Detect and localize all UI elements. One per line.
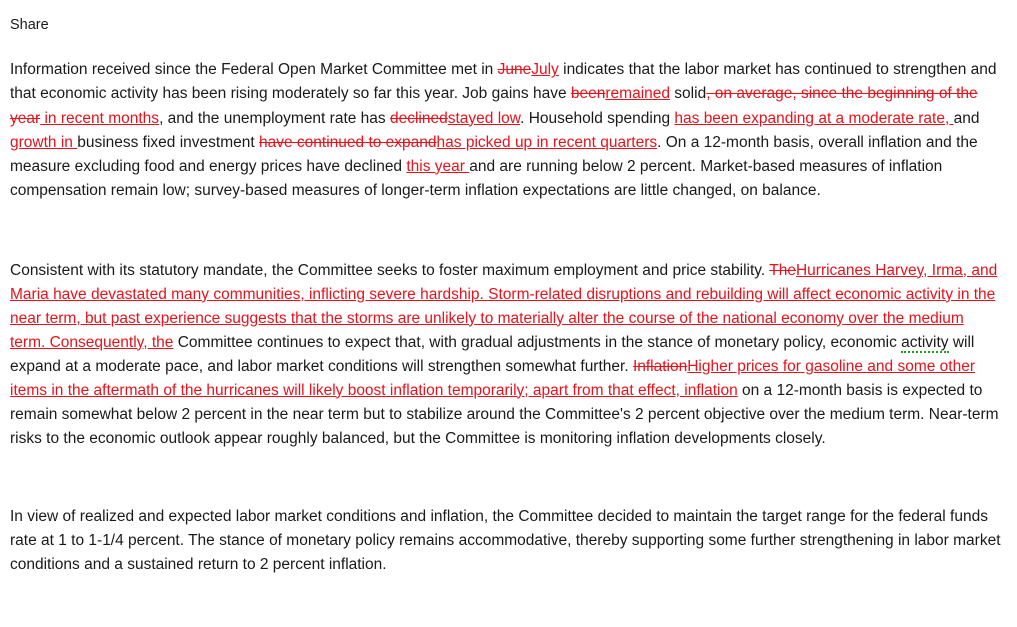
insertion-run: Hurricanes Harvey, Irma, and Maria have devastated many communities, inflicting severe hardship. Storm-related disruptions and rebuilding will affect economic activity in the near term, but past experience suggests that the storms are unlikely to materially alter the course of the national economy over the medium term. Consequently, the bbox=[10, 261, 998, 351]
deletion-run: been bbox=[570, 85, 606, 103]
text-run: . Household spending bbox=[520, 109, 675, 127]
deletion-run: The bbox=[769, 261, 796, 279]
text-run: In view of realized and expected labor market conditions and inflation, the Committee decided to maintain the target range for the federal funds rate at 1 to 1-1/4 percent. The stance of monetary policy remains accommodative, thereby supporting some further strengthening in labor market conditions and a sustained return to 2 percent inflation. bbox=[10, 507, 1001, 573]
text-run: Committee continues to expect that, with gradual adjustments in the stance of monetary policy, economic bbox=[173, 333, 902, 351]
insertion-run: stayed low bbox=[447, 109, 521, 127]
deletion-run: , on average, since the beginning of the year bbox=[10, 85, 978, 127]
insertion-run: July bbox=[531, 61, 559, 79]
insertion-run: growth in bbox=[10, 133, 78, 151]
text-run: Information received since the Federal Open Market Committee met in bbox=[10, 61, 498, 79]
insertion-run: Higher prices for gasoline and some other items in the aftermath of the hurricanes will likely boost inflation temporarily; apart from that effect, inflation bbox=[10, 357, 975, 399]
text-run: solid bbox=[670, 85, 707, 103]
text-run: Consistent with its statutory mandate, the Committee seeks to foster maximum employment and price stability. bbox=[10, 261, 770, 279]
deletion-run: Inflation bbox=[632, 357, 688, 375]
text-run: will expand at a moderate pace, and labor market conditions will strengthen somewhat further. bbox=[10, 333, 975, 375]
deletion-run: June bbox=[497, 61, 532, 79]
text-run: and bbox=[953, 109, 980, 127]
deletion-run: declined bbox=[389, 109, 448, 127]
insertion-run: remained bbox=[605, 85, 670, 103]
insertion-run: has been expanding at a moderate rate, bbox=[674, 109, 954, 127]
spelling-error-run: activity bbox=[901, 333, 949, 351]
paragraph-2 bbox=[10, 259, 1003, 451]
paragraph-spacer-2 bbox=[10, 451, 1003, 505]
text-run: business fixed investment bbox=[77, 133, 259, 151]
text-run: and are running below 2 percent. Market-based measures of inflation compensation remain low; survey-based measures of longer-term inflation expectations are little changed, on balance. bbox=[10, 157, 943, 199]
insertion-run: has picked up in recent quarters bbox=[436, 133, 658, 151]
deletion-run: have continued to expand bbox=[259, 133, 437, 151]
text-run: , and the unemployment rate has bbox=[159, 109, 390, 127]
insertion-run: in recent months bbox=[40, 109, 160, 127]
text-run: . On a 12-month basis, overall inflation and the measure excluding food and energy prices have declined bbox=[10, 133, 978, 175]
text-run: indicates that the labor market has continued to strengthen and that economic activity has been rising moderately so far this year. Job gains have bbox=[10, 61, 997, 103]
insertion-run: this year bbox=[406, 157, 470, 175]
share-label: Share bbox=[10, 17, 49, 33]
paragraph-spacer-1 bbox=[10, 203, 1003, 259]
paragraph-3 bbox=[10, 505, 1003, 577]
text-run: on a 12-month basis is expected to remain somewhat below 2 percent in the near term but to stabilize around the Committee's 2 percent objective over the medium term. Near-term risks to the economic outlook appear roughly balanced, but the Committee is monitoring inflation developments closely. bbox=[10, 381, 999, 447]
paragraph-1 bbox=[10, 58, 1003, 202]
